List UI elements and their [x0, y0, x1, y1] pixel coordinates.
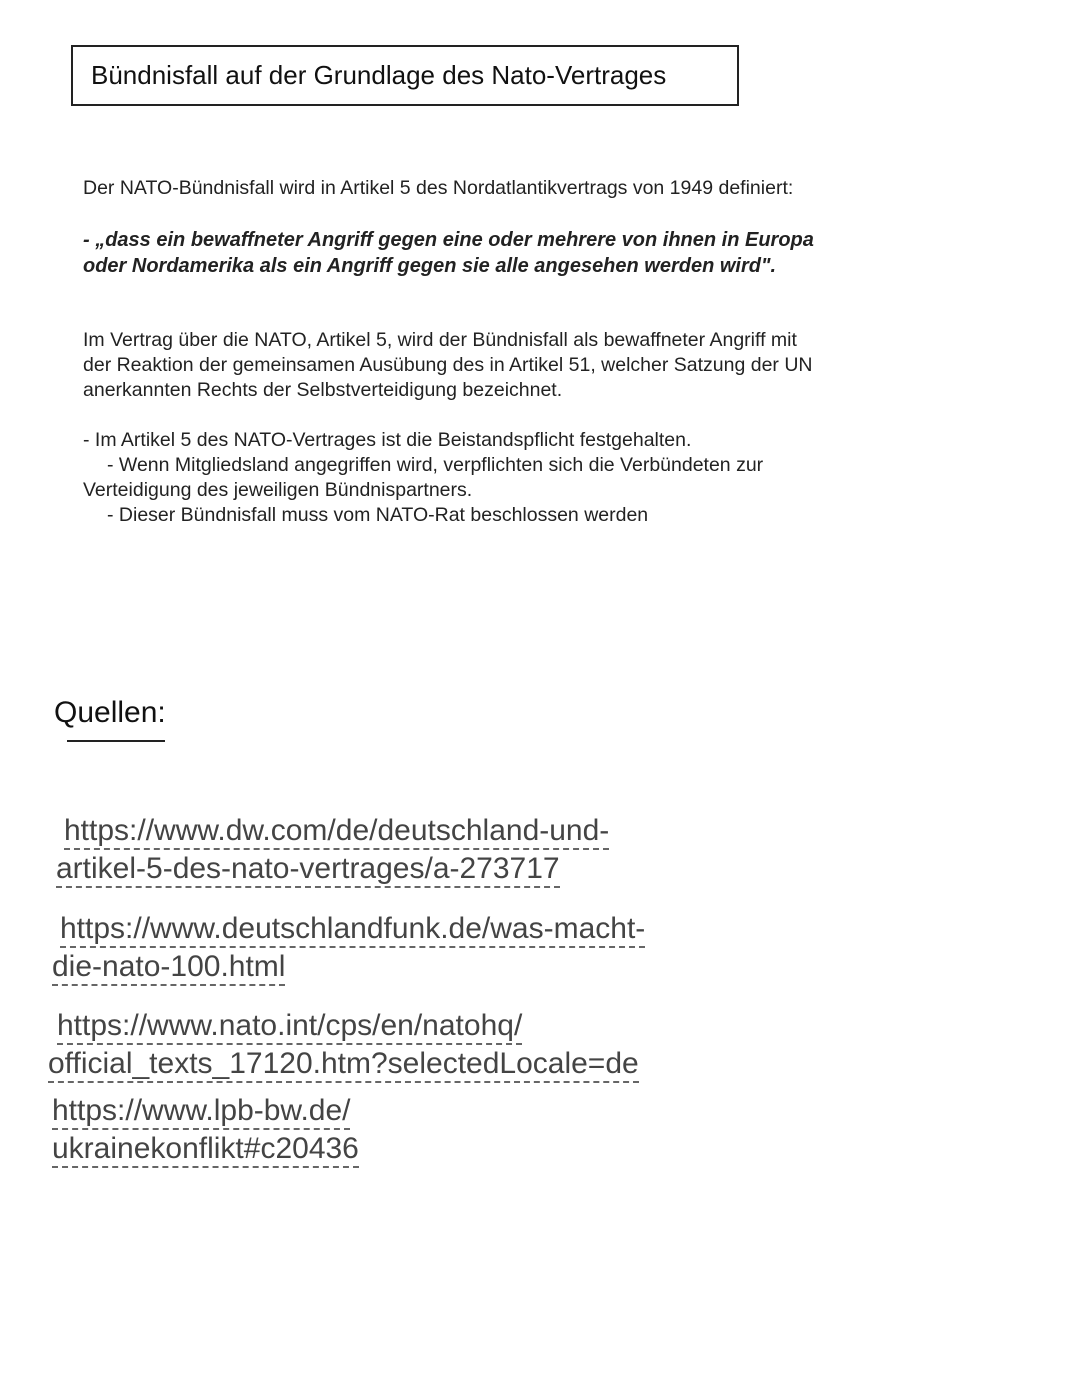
treaty-line-3: anerkannten Rechts der Selbstverteidigung bezeichnet.	[83, 379, 563, 401]
sources-heading: Quellen:	[54, 696, 166, 729]
source-link-deutschlandfunk-part1: https://www.deutschlandfunk.de/was-macht-	[60, 912, 645, 948]
source-link-deutschlandfunk[interactable]	[52, 910, 645, 986]
quote-line-1: - „dass ein bewaffneter Angriff gegen eine oder mehrere von ihnen in Europa	[83, 229, 814, 251]
bullet-line-1: - Im Artikel 5 des NATO-Vertrages ist die Beistandspflicht festgehalten.	[83, 429, 692, 451]
source-link-lpb[interactable]	[52, 1092, 359, 1168]
source-link-nato-part1: https://www.nato.int/cps/en/natohq/	[57, 1009, 522, 1045]
bullet-line-3: Verteidigung des jeweiligen Bündnispartners.	[83, 479, 473, 501]
source-link-nato[interactable]	[48, 1007, 639, 1083]
source-link-lpb-part1: https://www.lpb-bw.de/	[52, 1094, 350, 1130]
treaty-paragraph	[83, 328, 943, 403]
page-title: Bündnisfall auf der Grundlage des Nato-Vertrages	[91, 60, 667, 90]
source-link-dw-part2: artikel-5-des-nato-vertrages/a-273717	[56, 852, 560, 888]
article-5-quote	[83, 227, 983, 279]
intro-paragraph: Der NATO-Bündnisfall wird in Artikel 5 des Nordatlantikvertrags von 1949 definiert:	[83, 177, 794, 199]
quote-line-2: oder Nordamerika als ein Angriff gegen sie alle angesehen werden wird".	[83, 255, 777, 277]
source-link-deutschlandfunk-part2: die-nato-100.html	[52, 950, 285, 986]
bullet-line-4: - Dieser Bündnisfall muss vom NATO-Rat beschlossen werden	[107, 504, 649, 526]
source-link-nato-part2: official_texts_17120.htm?selectedLocale=de	[48, 1047, 639, 1083]
source-link-dw[interactable]	[56, 812, 609, 888]
title-box	[71, 45, 739, 106]
bullet-list	[83, 428, 983, 528]
bullet-line-2: - Wenn Mitgliedsland angegriffen wird, verpflichten sich die Verbündeten zur	[107, 454, 764, 476]
source-link-lpb-part2: ukrainekonflikt#c20436	[52, 1132, 359, 1168]
source-link-dw-part1: https://www.dw.com/de/deutschland-und-	[64, 814, 609, 850]
sources-heading-underline	[67, 740, 165, 742]
treaty-line-1: Im Vertrag über die NATO, Artikel 5, wird der Bündnisfall als bewaffneter Angriff mit	[83, 329, 797, 351]
treaty-line-2: der Reaktion der gemeinsamen Ausübung des in Artikel 51, welcher Satzung der UN	[83, 354, 813, 376]
